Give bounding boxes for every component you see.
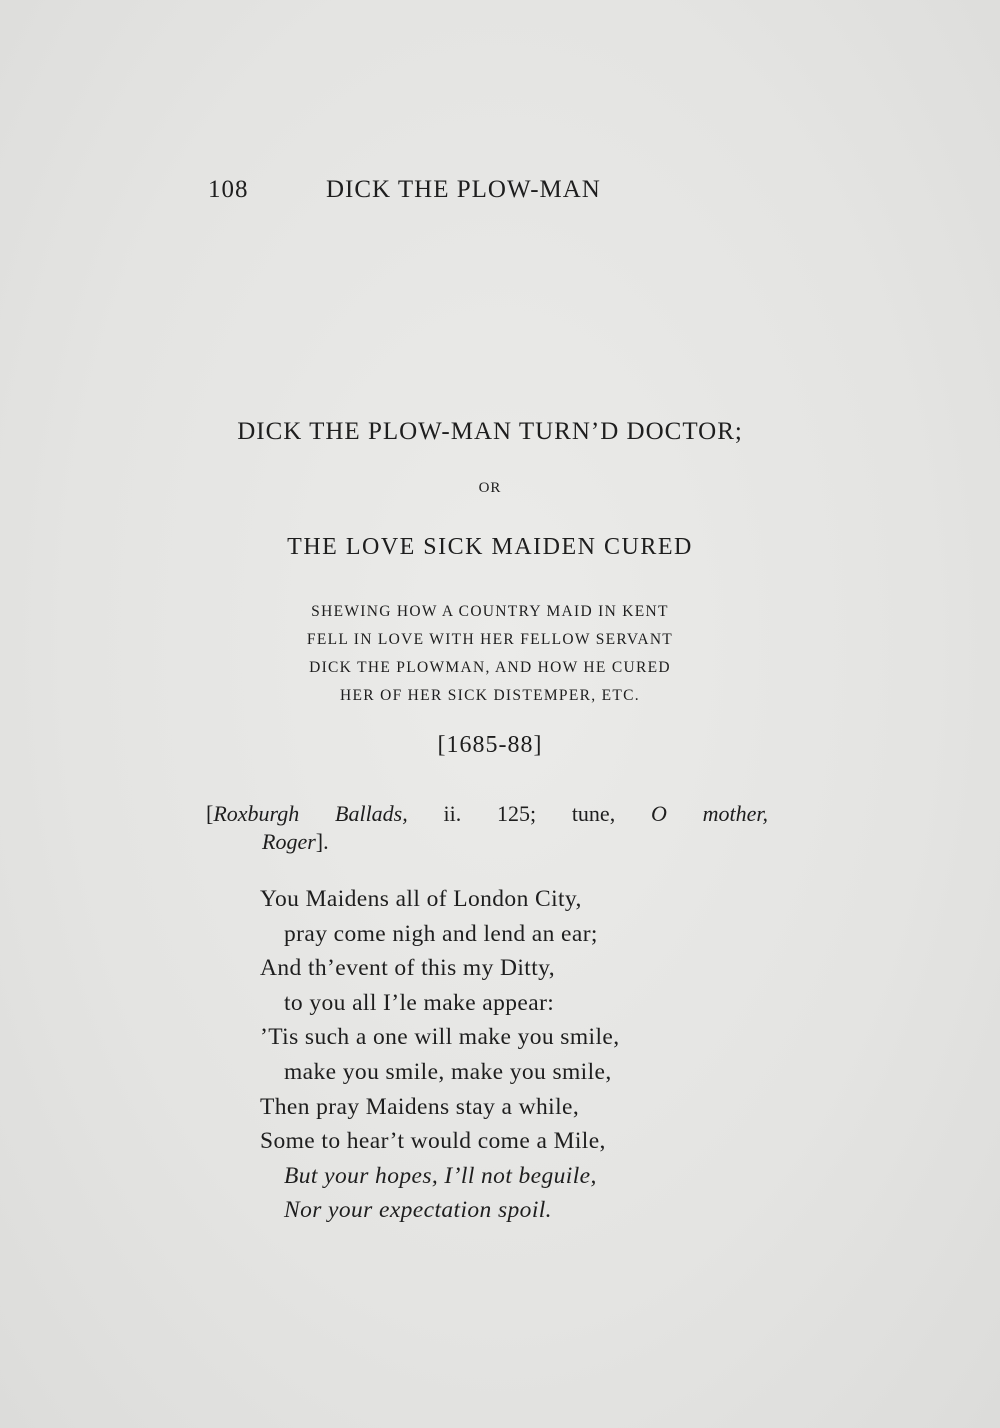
ballad-alt-title: THE LOVE SICK MAIDEN CURED	[287, 534, 693, 560]
verse-line: Some to hear’t would come a Mile,	[260, 1128, 606, 1155]
running-title: DICK THE PLOW-MAN	[326, 176, 601, 203]
verse-line: But your hopes, I’ll not beguile,	[284, 1162, 597, 1189]
page-number: 108	[208, 176, 249, 203]
subtitle-line: SHEWING HOW A COUNTRY MAID IN KENT	[311, 603, 669, 620]
verse-line: make you smile, make you smile,	[284, 1058, 612, 1085]
verse-line: Nor your expectation spoil.	[284, 1197, 552, 1224]
verse-line: And th’event of this my Ditty,	[260, 955, 556, 982]
verse-line: to you all I’le make appear:	[284, 989, 555, 1016]
ballad-date: [1685-88]	[437, 732, 543, 758]
subtitle-line: HER OF HER SICK DISTEMPER, ETC.	[340, 687, 640, 704]
source-tune-1: O	[650, 801, 667, 826]
source-work: Roxburgh	[213, 801, 300, 826]
verse-line: You Maidens all of London City,	[260, 886, 582, 912]
verse-line: ’Tis such a one will make you smile,	[260, 1024, 620, 1051]
running-head	[208, 176, 768, 204]
source-bracket: [	[206, 801, 214, 826]
ballad-title: DICK THE PLOW-MAN TURN’D DOCTOR;	[237, 418, 743, 445]
verse-line: Then pray Maidens stay a while,	[260, 1093, 580, 1120]
source-close: ].	[315, 829, 329, 854]
source-volume: ii.	[443, 801, 462, 826]
verse-stanza	[260, 882, 720, 1228]
source-work-2: Ballads,	[335, 801, 408, 826]
ballad-subtitle	[200, 598, 780, 710]
source-tune-label: tune,	[571, 801, 616, 826]
source-tune-2: mother,	[702, 801, 768, 826]
subtitle-line: DICK THE PLOWMAN, AND HOW HE CURED	[309, 659, 671, 676]
source-page: 125;	[496, 801, 537, 826]
source-note	[206, 800, 768, 856]
verse-line: pray come nigh and lend an ear;	[284, 920, 598, 947]
subtitle-line: FELL IN LOVE WITH HER FELLOW SERVANT	[306, 631, 674, 648]
title-or: OR	[478, 480, 502, 496]
source-tune-3: Roger	[262, 829, 316, 854]
